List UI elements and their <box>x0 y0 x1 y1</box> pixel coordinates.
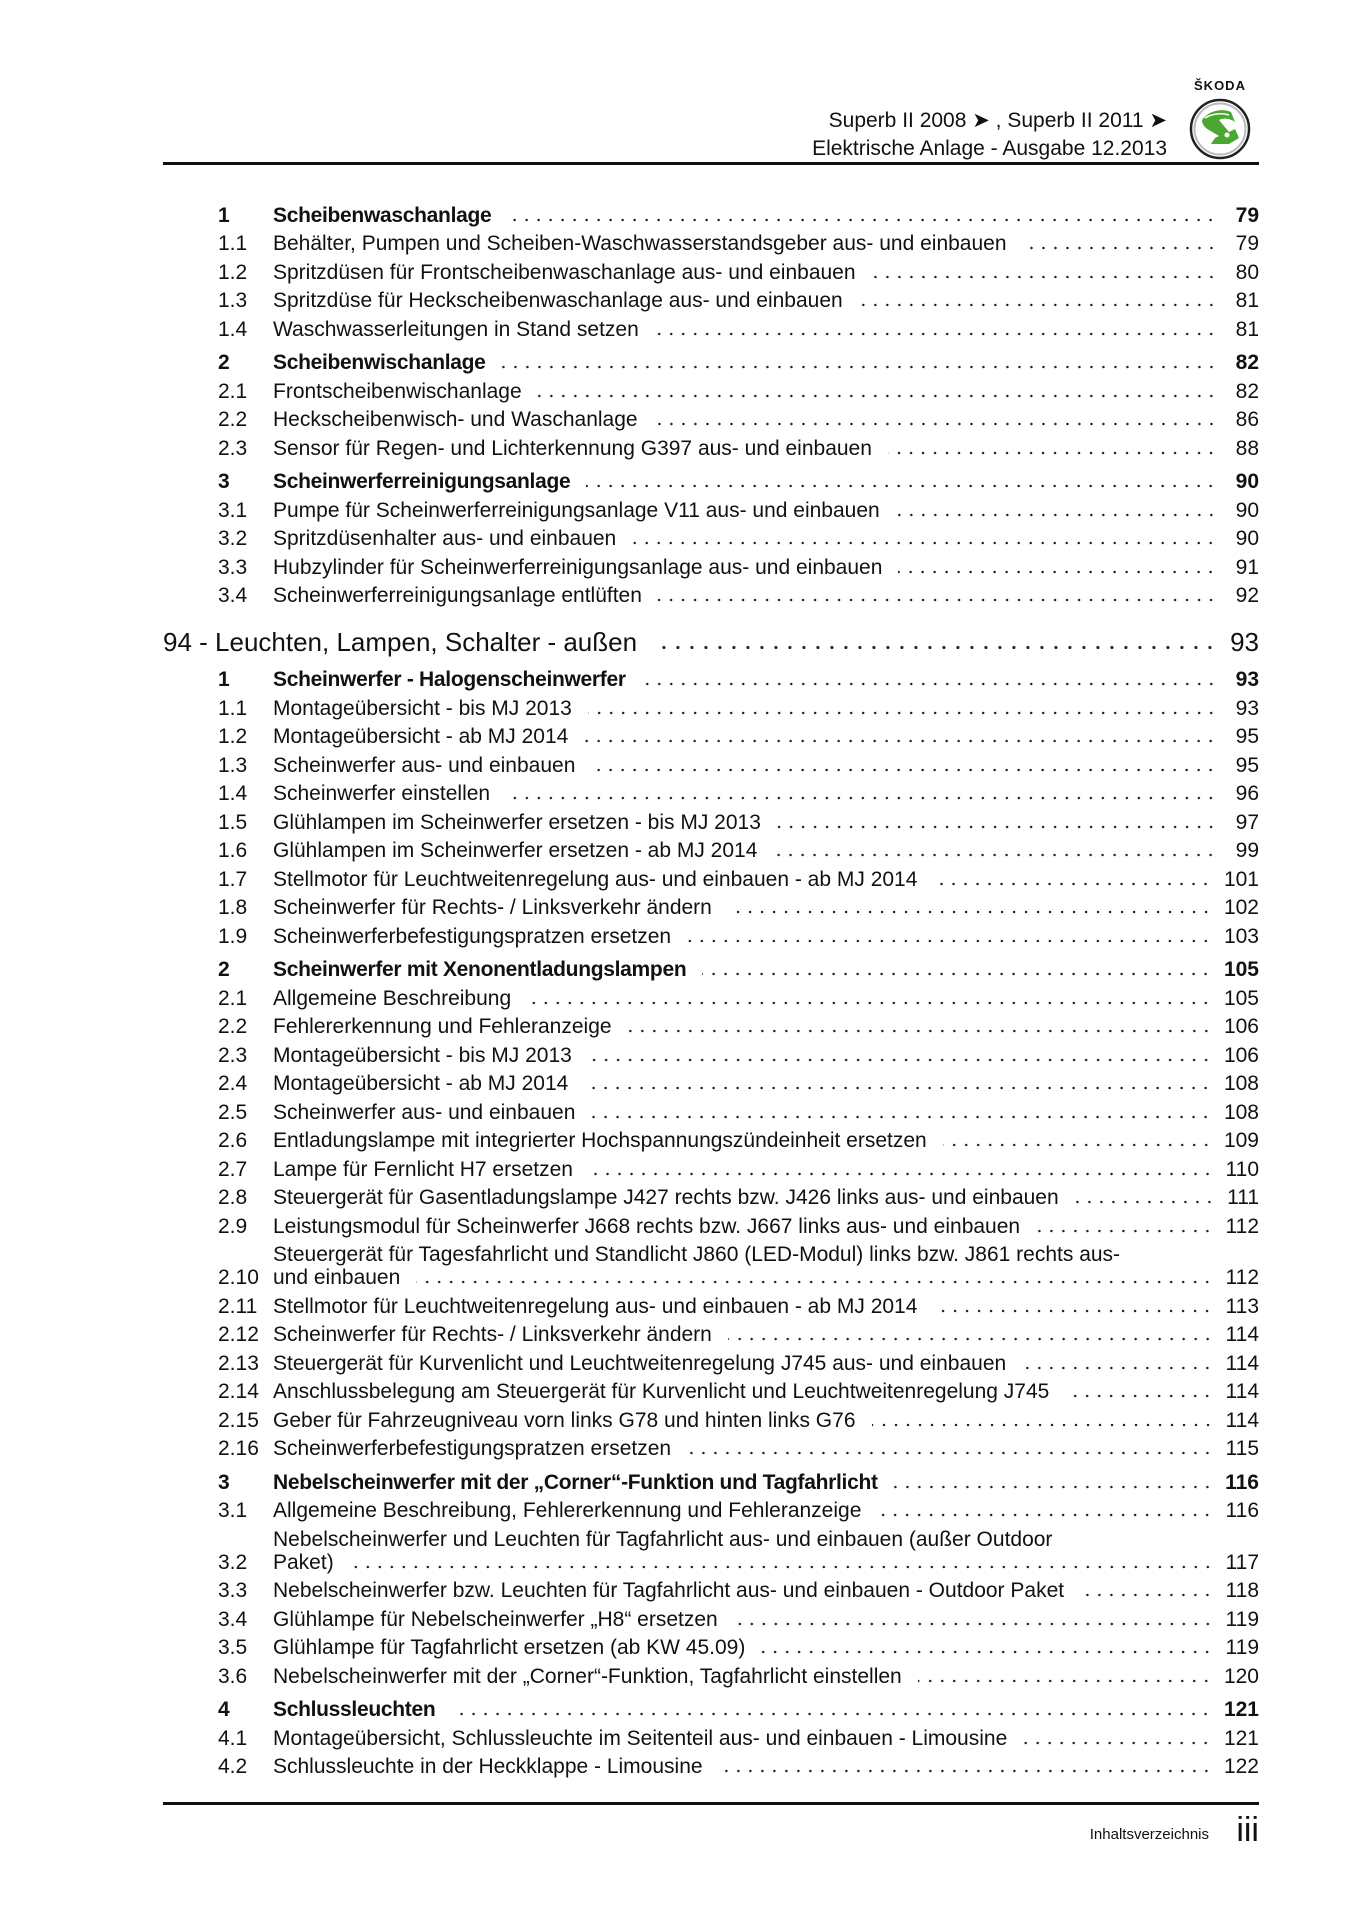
toc-entry-number: 2.1 <box>218 986 248 1010</box>
toc-entry-page: 108 <box>1223 1100 1259 1124</box>
toc-entry-page: 112 <box>1225 1266 1259 1290</box>
toc-entry-number: 3.1 <box>218 498 248 522</box>
toc-entry-title-last-line <box>273 1551 1259 1574</box>
toc-entry[interactable] <box>163 1634 1259 1663</box>
toc-entry-number: 3.2 <box>218 527 248 551</box>
dot-leader <box>933 882 1212 886</box>
dot-leader <box>350 1565 1214 1569</box>
toc-entry-number: 3 <box>218 1470 230 1494</box>
toc-entry-number: 1.2 <box>218 725 248 749</box>
header-model-line: Superb II 2008 ➤ , Superb II 2011 ➤ <box>828 109 1167 132</box>
toc-entry-page: 90 <box>1235 527 1259 551</box>
toc-entry-title: Montageübersicht - bis MJ 2013 <box>273 696 572 720</box>
dot-leader <box>586 484 1217 488</box>
toc-entry-page: 91 <box>1235 555 1259 579</box>
toc-entry[interactable] <box>163 1662 1259 1691</box>
toc-entry-number: 3 <box>218 470 230 494</box>
toc-chapter[interactable] <box>163 624 1259 660</box>
toc-entry-number: 2.6 <box>218 1129 248 1153</box>
toc-entry[interactable] <box>163 1098 1259 1127</box>
dot-leader <box>584 1086 1212 1090</box>
toc-entry[interactable] <box>163 1070 1259 1099</box>
toc-entry-title: Montageübersicht - bis MJ 2013 <box>273 1043 572 1067</box>
toc-entry[interactable] <box>163 1724 1259 1753</box>
toc-entry[interactable] <box>163 894 1259 923</box>
dot-leader <box>918 1679 1212 1683</box>
toc-entry-title: Scheinwerfer aus- und einbauen <box>273 1100 576 1124</box>
toc-entry-page: 81 <box>1235 317 1259 341</box>
toc-entry-page: 97 <box>1235 810 1259 834</box>
table-of-contents <box>163 196 1259 1781</box>
dot-leader <box>1036 1229 1213 1233</box>
toc-entry-page: 81 <box>1235 289 1259 313</box>
toc-entry-number: 2.5 <box>218 1100 248 1124</box>
dot-leader <box>728 910 1212 914</box>
toc-entry-number: 1.9 <box>218 924 248 948</box>
toc-entry-title: Scheinwerferreinigungsanlage entlüften <box>273 584 642 608</box>
toc-entry-number: 1.3 <box>218 753 248 777</box>
dot-leader <box>632 541 1217 545</box>
toc-entry-title: Stellmotor für Leuchtweitenregelung aus- und einbauen - ab MJ 2014 <box>273 867 918 891</box>
toc-entry-page: 121 <box>1223 1698 1259 1722</box>
dot-leader <box>507 218 1217 222</box>
dot-leader <box>894 1485 1213 1489</box>
toc-section[interactable] <box>163 349 1259 378</box>
toc-entry-page: 118 <box>1225 1579 1259 1603</box>
toc-entry-title: Entladungslampe mit integrierter Hochspannungszündeinheit ersetzen <box>273 1129 927 1153</box>
toc-entry-title: Montageübersicht - ab MJ 2014 <box>273 725 569 749</box>
toc-entry-number: 2.2 <box>218 1015 248 1039</box>
dot-leader <box>888 451 1217 455</box>
dot-leader <box>687 1451 1213 1455</box>
toc-entry[interactable] <box>163 582 1259 611</box>
toc-entry-title: Geber für Fahrzeugniveau vorn links G78 und hinten links G76 <box>273 1408 856 1432</box>
dot-leader <box>1022 1366 1213 1370</box>
toc-entry-number: 1.5 <box>218 810 248 834</box>
dot-leader <box>943 1143 1212 1147</box>
toc-entry[interactable] <box>163 496 1259 525</box>
toc-entry-title: Waschwasserleitungen in Stand setzen <box>273 317 639 341</box>
dot-leader <box>655 332 1217 336</box>
toc-entry-page: 80 <box>1235 260 1259 284</box>
toc-entry-number: 1.4 <box>218 317 248 341</box>
toc-entry-page: 120 <box>1223 1664 1259 1688</box>
toc-entry-title: Scheinwerfer - Halogenscheinwerfer <box>273 668 626 692</box>
dot-leader <box>702 972 1212 976</box>
toc-entry-title: Scheinwerferbefestigungspratzen ersetzen <box>273 1437 672 1461</box>
toc-entry-title: Nebelscheinwerfer bzw. Leuchten für Tagfahrlicht aus- und einbauen - Outdoor Paket <box>273 1579 1065 1603</box>
toc-entry-title: Heckscheibenwisch- und Waschanlage <box>273 408 638 432</box>
dot-leader <box>589 1172 1214 1176</box>
toc-entry[interactable] <box>163 984 1259 1013</box>
toc-entry-page: 82 <box>1235 351 1259 375</box>
dot-leader <box>502 365 1217 369</box>
toc-entry-title: Spritzdüsen für Frontscheibenwaschanlage aus- und einbauen <box>273 260 856 284</box>
dot-leader <box>506 796 1217 800</box>
dot-leader <box>734 1622 1214 1626</box>
toc-entry-page: 114 <box>1225 1323 1259 1347</box>
dot-leader <box>933 1309 1213 1313</box>
toc-entry[interactable] <box>163 1525 1259 1577</box>
dot-leader <box>777 825 1217 829</box>
toc-entry[interactable] <box>163 1577 1259 1606</box>
dot-leader <box>898 570 1217 574</box>
toc-entry-page: 86 <box>1235 408 1259 432</box>
toc-entry-number: 2.8 <box>218 1186 248 1210</box>
toc-entry-page: 116 <box>1225 1470 1259 1494</box>
toc-entry-title: Glühlampe für Tagfahrlicht ersetzen (ab KW 45.09) <box>273 1636 746 1660</box>
toc-entry-number: 3.5 <box>218 1636 248 1660</box>
toc-entry-number: 3.3 <box>218 1579 248 1603</box>
toc-entry-title: Nebelscheinwerfer mit der „Corner“-Funktion, Tagfahrlicht einstellen <box>273 1664 902 1688</box>
toc-entry-page: 121 <box>1223 1726 1259 1750</box>
toc-entry-number: 1 <box>218 668 230 692</box>
toc-entry[interactable] <box>163 315 1259 344</box>
toc-entry-title-block <box>273 1243 1259 1289</box>
toc-entry-number: 3.1 <box>218 1499 248 1523</box>
toc-entry-page: 93 <box>1230 626 1259 657</box>
toc-entry-number: 4.1 <box>218 1726 248 1750</box>
toc-entry-page: 119 <box>1225 1607 1259 1631</box>
toc-entry[interactable] <box>163 1212 1259 1241</box>
dot-leader <box>591 768 1217 772</box>
toc-entry-title: Steuergerät für Kurvenlicht und Leuchtweitenregelung J745 aus- und einbauen <box>273 1351 1007 1375</box>
toc-entry-number: 1.7 <box>218 867 248 891</box>
toc-entry-page: 79 <box>1235 203 1259 227</box>
toc-entry-page: 112 <box>1225 1214 1259 1238</box>
toc-entry-title: Leistungsmodul für Scheinwerfer J668 rechts bzw. J667 links aus- und einbauen <box>273 1214 1021 1238</box>
toc-entry-title: Schlussleuchten <box>273 1698 436 1722</box>
toc-entry-title: Scheinwerfer für Rechts- / Linksverkehr ändern <box>273 896 712 920</box>
toc-entry-title: Fehlererkennung und Fehleranzeige <box>273 1015 612 1039</box>
toc-entry[interactable] <box>163 258 1259 287</box>
toc-entry-number: 4 <box>218 1698 230 1722</box>
toc-entry-page: 92 <box>1235 584 1259 608</box>
toc-entry-number: 1.8 <box>218 896 248 920</box>
footer-section-label: Inhaltsverzeichnis <box>1089 1826 1209 1843</box>
toc-entry-number: 2.7 <box>218 1157 248 1181</box>
toc-entry-page: 88 <box>1235 436 1259 460</box>
toc-entry-number: 1.3 <box>218 289 248 313</box>
toc-entry[interactable] <box>163 1435 1259 1464</box>
toc-entry-number: 2.12 <box>218 1323 259 1347</box>
toc-entry-page: 105 <box>1223 986 1259 1010</box>
toc-entry-number: 2.13 <box>218 1351 259 1375</box>
dot-leader <box>642 682 1217 686</box>
toc-entry-page: 113 <box>1225 1294 1259 1318</box>
footer-page-number: iii <box>1236 1811 1259 1849</box>
toc-entry[interactable] <box>163 723 1259 752</box>
toc-entry-number: 2.11 <box>218 1294 258 1318</box>
toc-entry-title: Scheinwerfer für Rechts- / Linksverkehr ändern <box>273 1323 712 1347</box>
toc-entry[interactable] <box>163 230 1259 259</box>
toc-entry-page: 79 <box>1235 232 1259 256</box>
dot-leader <box>658 598 1217 602</box>
toc-entry[interactable] <box>163 553 1259 582</box>
dot-leader <box>1075 1200 1215 1204</box>
toc-entry-title: 94 - Leuchten, Lampen, Schalter - außen <box>163 626 638 657</box>
toc-entry-number: 3.4 <box>218 1607 248 1631</box>
toc-entry-title-continued: Paket) <box>273 1550 334 1574</box>
dot-leader <box>628 1029 1212 1033</box>
toc-entry-page: 90 <box>1235 498 1259 522</box>
dot-leader <box>877 1513 1213 1517</box>
toc-entry-page: 96 <box>1235 782 1259 806</box>
toc-entry-title: Scheinwerferbefestigungspratzen ersetzen <box>273 924 672 948</box>
toc-entry[interactable] <box>163 1753 1259 1782</box>
dot-leader <box>538 394 1217 398</box>
toc-entry-number: 3.2 <box>218 1550 248 1574</box>
toc-entry[interactable] <box>163 1292 1259 1321</box>
dot-leader <box>588 711 1217 715</box>
toc-entry[interactable] <box>163 751 1259 780</box>
dot-leader <box>773 853 1217 857</box>
toc-entry-title: Behälter, Pumpen und Scheiben-Waschwasserstandsgeber aus- und einbauen <box>273 232 1007 256</box>
dot-leader <box>761 1650 1213 1654</box>
toc-entry[interactable] <box>163 808 1259 837</box>
toc-entry-title: Glühlampe für Nebelscheinwerfer „H8“ ersetzen <box>273 1607 718 1631</box>
toc-entry-title: Steuergerät für Gasentladungslampe J427 rechts bzw. J426 links aus- und einbauen <box>273 1186 1059 1210</box>
toc-entry-number: 2.4 <box>218 1072 248 1096</box>
toc-section[interactable] <box>163 1696 1259 1725</box>
toc-entry-page: 116 <box>1225 1499 1259 1523</box>
toc-entry-title: Spritzdüsenhalter aus- und einbauen <box>273 527 617 551</box>
toc-entry-number: 1.6 <box>218 839 248 863</box>
toc-entry-page: 108 <box>1223 1072 1259 1096</box>
toc-entry[interactable] <box>163 287 1259 316</box>
toc-entry-page: 111 <box>1227 1186 1259 1210</box>
toc-entry-page: 95 <box>1235 753 1259 777</box>
toc-entry-title-continued: und einbauen <box>273 1266 401 1290</box>
toc-entry-number: 2.9 <box>218 1214 248 1238</box>
toc-entry-page: 114 <box>1225 1351 1259 1375</box>
toc-entry[interactable] <box>163 1378 1259 1407</box>
toc-entry-page: 110 <box>1225 1157 1259 1181</box>
toc-entry[interactable] <box>163 837 1259 866</box>
toc-entry-title: Glühlampen im Scheinwerfer ersetzen - bis MJ 2013 <box>273 810 761 834</box>
toc-entry[interactable] <box>163 865 1259 894</box>
toc-entry-title: Scheinwerferreinigungsanlage <box>273 470 571 494</box>
toc-entry-page: 105 <box>1223 958 1259 982</box>
toc-entry[interactable] <box>163 1321 1259 1350</box>
toc-entry-number: 1.1 <box>218 696 248 720</box>
toc-entry[interactable] <box>163 406 1259 435</box>
toc-entry-number: 2.14 <box>218 1380 259 1404</box>
toc-entry-title: Scheibenwischanlage <box>273 351 486 375</box>
toc-entry-title: Frontscheibenwischanlage <box>273 379 522 403</box>
dot-leader <box>584 739 1217 743</box>
dot-leader <box>1023 246 1217 250</box>
toc-entry-title: Hubzylinder für Scheinwerferreinigungsanlage aus- und einbauen <box>273 555 883 579</box>
toc-entry-number: 2.3 <box>218 436 248 460</box>
toc-entry-title: Stellmotor für Leuchtweitenregelung aus- und einbauen - ab MJ 2014 <box>273 1294 918 1318</box>
toc-entry[interactable] <box>163 922 1259 951</box>
toc-entry-number: 1.1 <box>218 232 248 256</box>
toc-entry[interactable] <box>163 1041 1259 1070</box>
dot-leader <box>588 1058 1212 1062</box>
toc-entry-page: 103 <box>1223 924 1259 948</box>
toc-entry-page: 115 <box>1225 1437 1259 1461</box>
dot-leader <box>1023 1741 1212 1745</box>
dot-leader <box>451 1712 1212 1716</box>
toc-entry[interactable] <box>163 1406 1259 1435</box>
toc-entry-number: 2 <box>218 958 230 982</box>
toc-entry-page: 93 <box>1235 668 1259 692</box>
toc-entry-page: 82 <box>1235 379 1259 403</box>
toc-entry-page: 117 <box>1225 1550 1259 1574</box>
toc-entry-page: 95 <box>1235 725 1259 749</box>
toc-entry-title: Allgemeine Beschreibung, Fehlererkennung und Fehleranzeige <box>273 1499 862 1523</box>
toc-section[interactable] <box>163 1468 1259 1497</box>
toc-entry-title: Allgemeine Beschreibung <box>273 986 512 1010</box>
toc-entry-page: 106 <box>1223 1015 1259 1039</box>
toc-entry-page: 102 <box>1223 896 1259 920</box>
toc-entry[interactable] <box>163 1241 1259 1293</box>
dot-leader <box>527 1001 1212 1005</box>
dot-leader <box>872 1423 1214 1427</box>
toc-entry-page: 106 <box>1223 1043 1259 1067</box>
toc-entry[interactable] <box>163 1605 1259 1634</box>
toc-section[interactable] <box>163 468 1259 497</box>
toc-entry-title: Glühlampen im Scheinwerfer ersetzen - ab MJ 2014 <box>273 839 758 863</box>
toc-entry-title: Montageübersicht - ab MJ 2014 <box>273 1072 569 1096</box>
toc-entry[interactable] <box>163 525 1259 554</box>
toc-section[interactable] <box>163 666 1259 695</box>
toc-entry[interactable] <box>163 780 1259 809</box>
toc-entry[interactable] <box>163 434 1259 463</box>
dot-leader <box>654 422 1217 426</box>
dot-leader <box>872 275 1217 279</box>
toc-entry-title: Nebelscheinwerfer und Leuchten für Tagfahrlicht aus- und einbauen (außer Outdoor <box>273 1527 1053 1551</box>
toc-entry-number: 1.4 <box>218 782 248 806</box>
toc-entry-page: 93 <box>1235 696 1259 720</box>
dot-leader <box>416 1280 1213 1284</box>
dot-leader <box>896 513 1217 517</box>
dot-leader <box>719 1769 1212 1773</box>
toc-entry-title: Scheinwerfer mit Xenonentladungslampen <box>273 958 687 982</box>
toc-entry-page: 114 <box>1225 1408 1259 1432</box>
toc-entry-number: 2 <box>218 351 230 375</box>
toc-entry-title: Sensor für Regen- und Lichterkennung G397 aus- und einbauen <box>273 436 872 460</box>
toc-entry-number: 3.6 <box>218 1664 248 1688</box>
toc-entry-page: 114 <box>1225 1380 1259 1404</box>
toc-entry-title: Scheinwerfer einstellen <box>273 782 491 806</box>
toc-entry-number: 2.3 <box>218 1043 248 1067</box>
toc-entry-title-block <box>273 1528 1259 1574</box>
toc-entry-number: 3.3 <box>218 555 248 579</box>
toc-entry-page: 122 <box>1223 1755 1259 1779</box>
skoda-winged-arrow-icon <box>1189 98 1251 160</box>
toc-entry[interactable] <box>163 1497 1259 1526</box>
toc-entry-title: Scheibenwaschanlage <box>273 203 492 227</box>
dot-leader <box>859 303 1217 307</box>
toc-entry-page: 90 <box>1235 470 1259 494</box>
toc-entry-title: Montageübersicht, Schlussleuchte im Seitenteil aus- und einbauen - Limousine <box>273 1726 1008 1750</box>
dot-leader <box>653 645 1217 650</box>
skoda-logo <box>1184 78 1256 162</box>
footer-rule <box>163 1802 1259 1805</box>
toc-entry-title: Scheinwerfer aus- und einbauen <box>273 753 576 777</box>
header-edition-line: Elektrische Anlage - Ausgabe 12.2013 <box>812 137 1167 160</box>
toc-entry-number: 3.4 <box>218 584 248 608</box>
toc-entry[interactable] <box>163 1155 1259 1184</box>
toc-section[interactable] <box>163 201 1259 230</box>
logo-wordmark: ŠKODA <box>1194 78 1246 93</box>
toc-entry-page: 109 <box>1223 1129 1259 1153</box>
toc-entry[interactable] <box>163 377 1259 406</box>
toc-entry-number: 2.10 <box>218 1266 259 1290</box>
toc-entry-number: 2.15 <box>218 1408 259 1432</box>
toc-entry-title-last-line <box>273 1266 1259 1289</box>
toc-section[interactable] <box>163 956 1259 985</box>
toc-entry-number: 2.16 <box>218 1437 259 1461</box>
dot-leader <box>591 1115 1212 1119</box>
toc-entry-page: 101 <box>1223 867 1259 891</box>
toc-entry-title: Nebelscheinwerfer mit der „Corner“-Funktion und Tagfahrlicht <box>273 1470 878 1494</box>
toc-entry[interactable] <box>163 1127 1259 1156</box>
dot-leader <box>687 939 1212 943</box>
toc-entry-number: 2.1 <box>218 379 248 403</box>
toc-entry[interactable] <box>163 1184 1259 1213</box>
toc-entry-number: 2.2 <box>218 408 248 432</box>
dot-leader <box>1080 1593 1213 1597</box>
toc-entry-number: 4.2 <box>218 1755 248 1779</box>
toc-entry-page: 119 <box>1225 1636 1259 1660</box>
dot-leader <box>1065 1394 1213 1398</box>
toc-entry-title: Pumpe für Scheinwerferreinigungsanlage V11 aus- und einbauen <box>273 498 880 522</box>
toc-entry-number: 1 <box>218 203 230 227</box>
toc-entry-title: Anschlussbelegung am Steuergerät für Kurvenlicht und Leuchtweitenregelung J745 <box>273 1380 1050 1404</box>
header-rule <box>163 162 1259 165</box>
toc-entry-number: 1.2 <box>218 260 248 284</box>
toc-entry-title: Steuergerät für Tagesfahrlicht und Standlicht J860 (LED-Modul) links bzw. J861 rechts aus- <box>273 1243 1121 1267</box>
toc-entry[interactable] <box>163 1349 1259 1378</box>
toc-entry-page: 99 <box>1235 839 1259 863</box>
toc-entry-title: Spritzdüse für Heckscheibenwaschanlage aus- und einbauen <box>273 289 843 313</box>
toc-entry-title: Schlussleuchte in der Heckklappe - Limousine <box>273 1755 703 1779</box>
toc-entry[interactable] <box>163 694 1259 723</box>
toc-entry[interactable] <box>163 1013 1259 1042</box>
toc-entry-title: Lampe für Fernlicht H7 ersetzen <box>273 1157 573 1181</box>
dot-leader <box>728 1337 1214 1341</box>
